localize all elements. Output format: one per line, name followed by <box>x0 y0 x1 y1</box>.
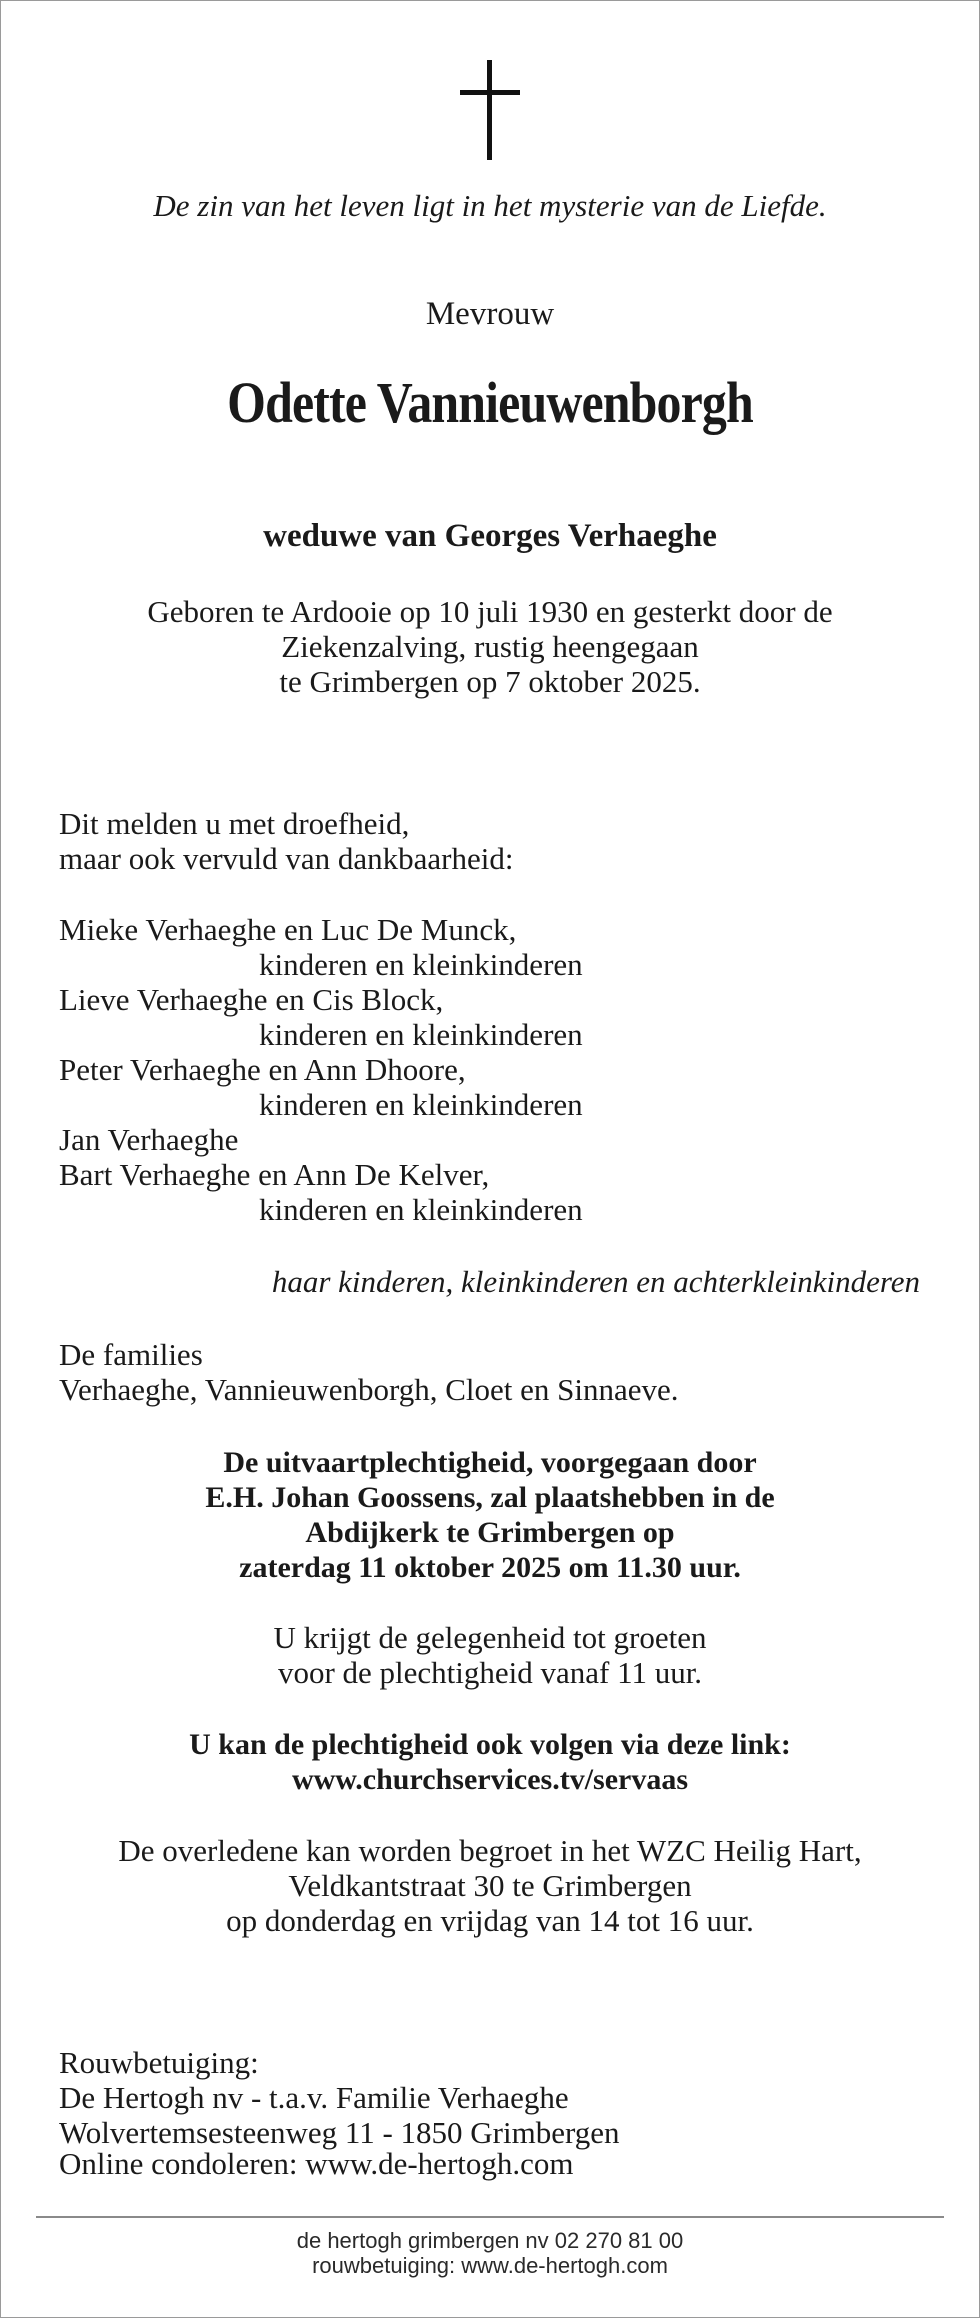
visitation-line: De overledene kan worden begroet in het WZC Heilig Hart, <box>118 1833 862 1868</box>
online-condolence[interactable]: Online condoleren: www.de-hertogh.com <box>59 2146 574 2181</box>
families-line: Verhaeghe, Vannieuwenborgh, Cloet en Sinnaeve. <box>59 1372 679 1407</box>
footer <box>0 2228 980 2278</box>
intro-line: maar ook vervuld van dankbaarheid: <box>59 841 514 876</box>
greeting-line: U krijgt de gelegenheid tot groeten <box>273 1620 707 1655</box>
greeting-line: voor de plechtigheid vanaf 11 uur. <box>277 1655 703 1690</box>
family-member: Bart Verhaeghe en Ann De Kelver, <box>59 1157 490 1192</box>
footer-divider <box>36 2216 944 2218</box>
honorific-title: Mevrouw <box>425 296 555 332</box>
intro-line: Dit melden u met droefheid, <box>59 806 410 841</box>
cross-icon <box>460 60 520 160</box>
family-list <box>59 912 583 1227</box>
livestream-link[interactable]: www.churchservices.tv/servaas <box>291 1763 689 1796</box>
family-member: Jan Verhaeghe <box>59 1122 239 1157</box>
livestream-line: U kan de plechtigheid ook volgen via deze link: <box>189 1728 791 1761</box>
livestream-info <box>0 1727 980 1797</box>
footer-website[interactable]: rouwbetuiging: www.de-hertogh.com <box>312 2253 668 2278</box>
visitation-info <box>0 1833 980 1938</box>
family-relation: kinderen en kleinkinderen <box>259 1017 583 1052</box>
mourning-address <box>59 2045 620 2150</box>
funeral-line: Abdijkerk te Grimbergen op <box>305 1516 675 1549</box>
family-relation: kinderen en kleinkinderen <box>259 1192 583 1227</box>
family-relation: kinderen en kleinkinderen <box>259 1087 583 1122</box>
greeting-info <box>0 1620 980 1690</box>
family-member: Mieke Verhaeghe en Luc De Munck, <box>59 912 517 947</box>
birth-line: Geboren te Ardooie op 10 juli 1930 en gesterkt door de <box>147 594 833 629</box>
motto: De zin van het leven ligt in het mysterie van de Liefde. <box>153 188 827 223</box>
birth-line: te Grimbergen op 7 oktober 2025. <box>279 664 701 699</box>
funeral-info <box>0 1445 980 1585</box>
mourning-line: Rouwbetuiging: <box>59 2045 259 2080</box>
funeral-line: De uitvaartplechtigheid, voorgegaan door <box>223 1446 757 1479</box>
visitation-line: op donderdag en vrijdag van 14 tot 16 uur. <box>226 1903 754 1938</box>
deceased-name: Odette Vannieuwenborgh <box>227 370 753 435</box>
family-relation: kinderen en kleinkinderen <box>259 947 583 982</box>
visitation-line: Veldkantstraat 30 te Grimbergen <box>288 1868 692 1903</box>
funeral-line: zaterdag 11 oktober 2025 om 11.30 uur. <box>239 1551 741 1584</box>
funeral-line: E.H. Johan Goossens, zal plaatshebben in de <box>205 1481 775 1514</box>
birth-death-info <box>0 594 980 699</box>
families-line: De families <box>59 1337 203 1372</box>
intro-text <box>59 806 514 876</box>
mourning-line: De Hertogh nv - t.a.v. Familie Verhaeghe <box>59 2080 569 2115</box>
birth-line: Ziekenzalving, rustig heengegaan <box>281 629 699 664</box>
family-member: Lieve Verhaeghe en Cis Block, <box>59 982 444 1017</box>
family-member: Peter Verhaeghe en Ann Dhoore, <box>59 1052 466 1087</box>
grandchildren-line: haar kinderen, kleinkinderen en achterkleinkinderen <box>271 1264 920 1299</box>
families-text <box>59 1337 679 1407</box>
widow-of: weduwe van Georges Verhaeghe <box>263 518 717 554</box>
footer-company: de hertogh grimbergen nv 02 270 81 00 <box>296 2228 684 2253</box>
mourning-line: Wolvertemsesteenweg 11 - 1850 Grimbergen <box>59 2115 620 2150</box>
